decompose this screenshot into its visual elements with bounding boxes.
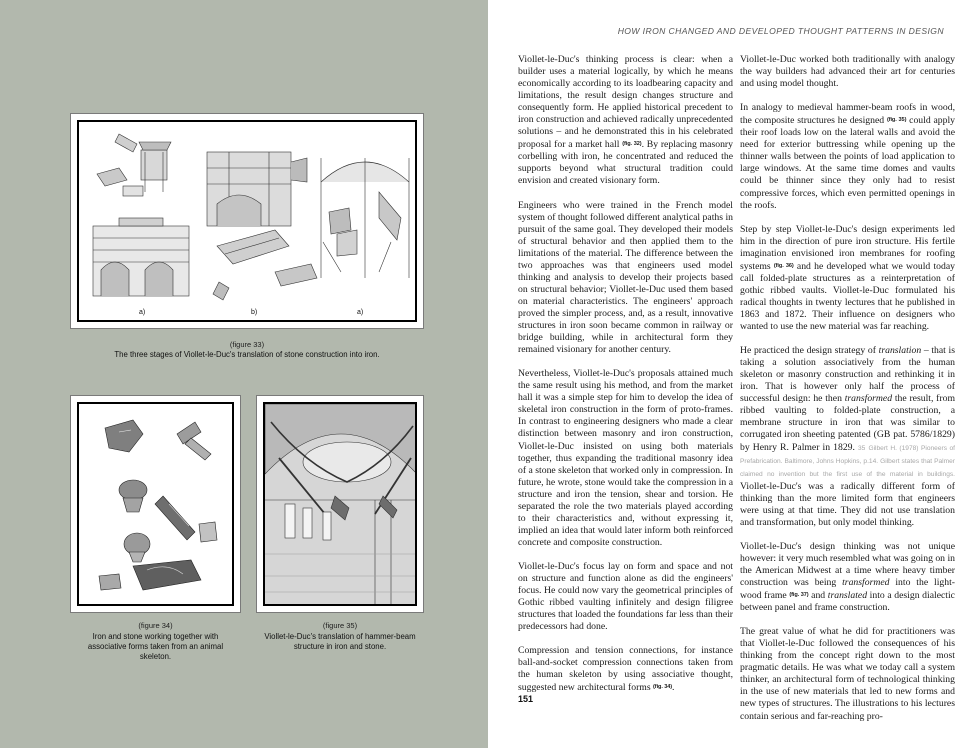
figure-33-caption: The three stages of Viollet-le-Duc's translation of stone construction into iron. [114,350,380,359]
figure-ref-32[interactable]: (fig. 32) [622,141,642,148]
text-column-right [740,54,955,735]
figure-33-panel-label-2: b) [251,309,258,316]
paragraph-11: The great value of what he did for practitioners was that Viollet-le-Duc followed the consequences of his thinking from the concept right down to the most pragmatic details. He was what we today call a system thinker, an architectural form of technological thinking in the use of new materials that led to new forms and new types of structures. The illustrations to his lectures contain serious and far-reaching pro- [740,626,955,722]
figure-35-image [263,402,417,606]
footnote-number: 35 [858,444,866,452]
paragraph-8: Step by step Viollet-le-Duc's design experiments led him in the direction of pure iron structure. His fertile imagination envisioned iron membranes for roofing systems $^{(fig. 36)}$ and he developed what we would today call folded-plate structures as a reinterpretation of gothic ribbed vaults. Viollet-le-Duc formulated his radical thoughts in twenty lectures that he published in 1863 and 1872. Their influence on designers who wanted to use the new material was far reaching. [740,223,955,333]
figure-35-label: (figure 35) [322,621,358,630]
figure-ref-35[interactable]: (fig. 35) [886,117,907,124]
figure-34-engraving [79,404,234,606]
paragraph-3: Nevertheless, Viollet-le-Duc's proposals attained much the same result using his method, and from the market hall it was a simple step for him to develop the idea of skeletal iron construction in the form of proto-frames. In contrast to engineering designers who made a clear distinction between masonry and iron construction, Viollet-le-Duc insisted on using both materials together, thus expanding the traditional masonry idea of a stone skeleton that worked only in compression. In future, he wrote, stone would take the compression in a structure and iron the tension, shear and torsion. He separated the role the two materials played according to their characteristics and, without expressing it, implied an idea that would later inform both reinforced concrete and composite construction. [518,368,733,548]
figure-33-engraving [79,122,417,322]
figure-ref-36[interactable]: (fig. 36) [773,262,794,269]
left-page [0,0,488,748]
paragraph-5: Compression and tension connections, for instance ball-and-socket compression connections taken from the human skeleton by using associative thought, suggested new architectural forms $^{(fig. 34)}$. [518,645,733,694]
figure-33-panel-label-3: a) [357,309,364,316]
footnote-text: Gilbert H. (1978) Pioneers of Prefabrication. Baltimore, Johns Hopkins, p.14. Gilbert states that Palmer claimed no invention but the first use of the material in buildings. [740,444,955,478]
figure-34-frame [70,395,241,613]
paragraph-4: Viollet-le-Duc's focus lay on form and space and not on structure and function alone as did the engineers' focus. He could now vary the geometrical principles of Gothic ribbed vaulting infinitely and design filigree structures that loaded the foundations far less than their predecessors had done. [518,560,733,633]
figure-35-frame [256,395,424,613]
figure-ref-34[interactable]: (fig. 34) [653,684,673,691]
paragraph-2: Engineers who were trained in the French model system of thought followed different analytical paths in pursuit of the same goal. They developed their models of structural behavior and then applied them to the limitations of the material. The difference between the two approaches was that engineers used model thinking and analysis to develop their projects based on structural behavior; Viollet-le-Duc used them based on material characteristics. The engineers' approach proved the simpler process, and, as a result, innovative structures in iron soon became common in railway or bridge building, while in architectural form they remained visionary for another century. [518,199,733,356]
figure-34-image [77,402,234,606]
figure-34-label: (figure 34) [138,621,173,630]
figure-ref-37[interactable]: (fig. 37) [789,592,809,599]
figure-33-panel-label-1: a) [139,309,146,316]
page-number: 151 [518,694,534,704]
paragraph-9: He practiced the design strategy of translation – that is taking a solution associatively from the human skeleton or masonry construction and rethinking it in iron. That is however only half the process of successful design: he then transformed the result, from ribbed vaulting to folded-plate construction, a membrane structure in iron that was similar to corrugated iron sheeting patented (GB pat. 5786/1829) by Henry R. Palmer in 1829. 35 Gilbert H. (1978) Pioneers of Prefabrication. Baltimore, Johns Hopkins, p.14. Gilbert states that Palmer claimed no invention but the first use of the material in buildings. Viollet-le-Duc's was a radically different form of thinking than the more limited form that engineers were using at that time. They did not use translation and transformation, but only model thinking. [740,345,955,528]
paragraph-6: Viollet-le-Duc worked both traditionally with analogy the way builders had advanced their art for centuries and using model thought. [740,54,955,90]
paragraph-1: Viollet-le-Duc's thinking process is clear: when a builder uses a material logically, by which he means economically according to its loadbearing capacity and limitations, the result design changes structure and consequently form. He applied historical precedent to iron construction and achieved radically unprecedented solutions – and he demonstrated this in his celebrated proposal for a market hall $^{(fig. 32)}$. By replacing masonry corbelling with iron, he concentrated and reduced the supports beyond what structural tradition could envision and created visionary form. [518,54,733,187]
figure-33-image [77,120,417,322]
figure-34-caption: Iron and stone working together with associative forms taken from an animal skeleton. [87,632,224,661]
paragraph-7: In analogy to medieval hammer-beam roofs in wood, the composite structures he designed $^{(fig. 35)}$ could apply their roof loads low on the lateral walls and avoid the need for exterior buttressing while opening up the thinner walls between the points of load application to large windows. At the same time domes and vaults could be thinner since they only had to resist compressive forces, which even permitted openings in the roofs. [740,102,956,211]
figure-35-caption: Viollet-le-Duc's translation of hammer-beam structure in iron and stone. [264,632,416,651]
figure-33-frame [70,113,424,329]
right-page [488,0,979,748]
text-column-left [518,54,733,707]
paragraph-10: Viollet-le-Duc's design thinking was not unique however: it very much resembled what was going on in the American Midwest at a time where heavy timber construction was being transformed into the light-wood frame $^{(fig. 37)}$ and translated into a design dialectic between panel and frame construction. [740,540,955,614]
running-head: HOW IRON CHANGED AND DEVELOPED THOUGHT PATTERNS IN DESIGN [617,26,944,36]
figure-33-label: (figure 33) [229,340,265,349]
figure-35-engraving [265,404,417,606]
